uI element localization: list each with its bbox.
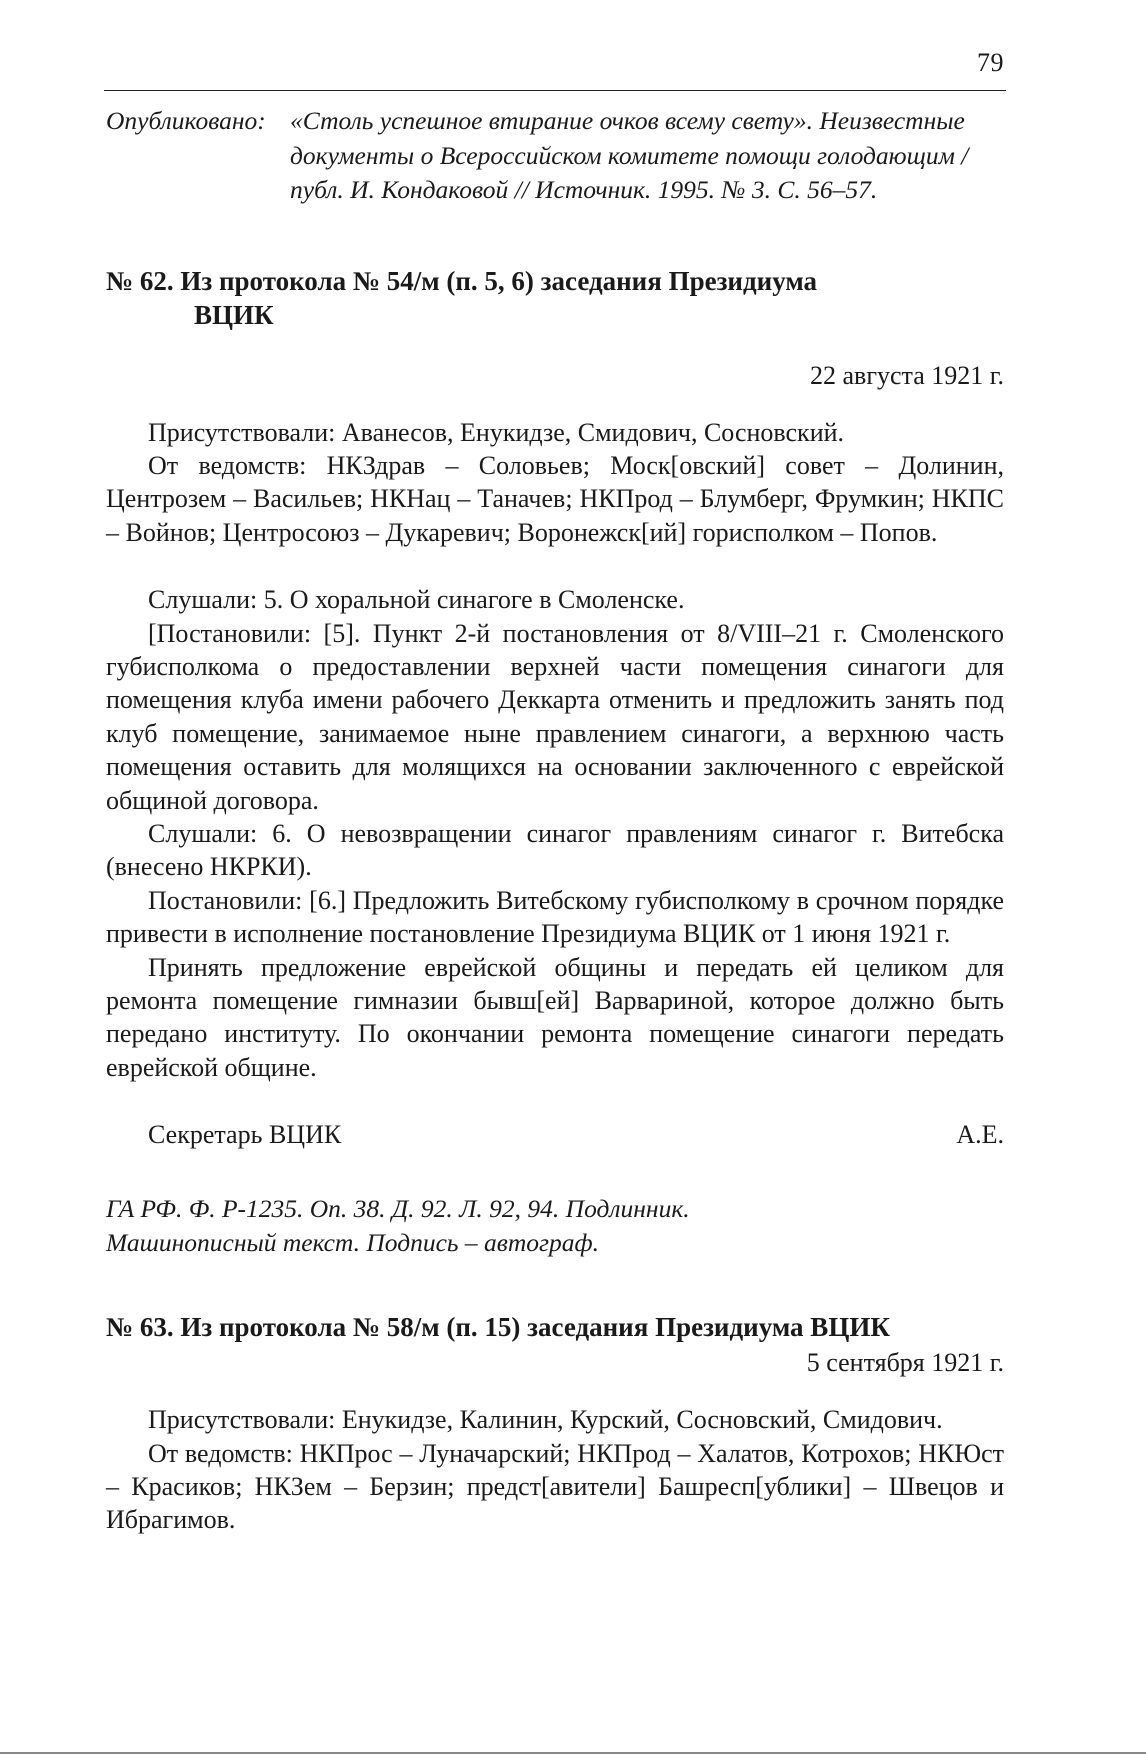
doc-63-date: 5 сентября 1921 г.: [806, 1348, 1004, 1378]
doc-62-decided-5: [Постановили: [5]. Пункт 2-й постановления от 8/VIII–21 г. Смоленского губисполкома о предоставлении верхней части помещения синагоги для помещения клуба имени рабочего Деккарта отменить и предложить занять под клуб помещение, занимаемое ныне правлением синагоги, а верхнюю часть помещения оставить для молящихся на основании заключенного с еврейской общиной договора.: [106, 618, 1004, 815]
publication-label: Опубликовано:: [106, 106, 266, 135]
doc-63-present: Присутствовали: Енукидзе, Калинин, Курский, Сосновский, Смидович.: [148, 1405, 943, 1435]
bottom-rule: [0, 1752, 1146, 1754]
doc-62-heading: [106, 264, 1004, 332]
doc-62-decided-6: Постановили: [6.] Предложить Витебскому губисполкому в срочном порядке привести в исполнение постановление Президиума ВЦИК от 1 июня 1921 г.: [106, 885, 1004, 949]
publication-note: [106, 104, 1004, 208]
publication-text: «Столь успешное втирание очков всему свету». Неизвестные документы о Всероссийском комитете помощи голодающим / публ. И. Кондаковой // Источник. 1995. № 3. С. 56–57.: [290, 106, 969, 204]
doc-62-present: Присутствовали: Аванесов, Енукидзе, Смидович, Сосновский.: [148, 417, 845, 447]
signature-name: А.Е.: [956, 1120, 1004, 1150]
doc-62-source: [106, 1192, 1004, 1260]
doc-62-heading-line2: ВЦИК: [194, 299, 274, 330]
doc-63-departments: От ведомств: НКПрос – Луначарский; НКПрод – Халатов, Котрохов; НКЮст – Красиков; НКЗем – Берзин; предст[авители] Башресп[ублики] – Швецов и Ибрагимов.: [106, 1438, 1004, 1535]
doc-62-date: 22 августа 1921 г.: [810, 360, 1004, 390]
source-line-2: Машинописный текст. Подпись – автограф.: [106, 1228, 599, 1258]
doc-63-heading: № 63. Из протокола № 58/м (п. 15) заседания Президиума ВЦИК: [106, 1312, 890, 1343]
doc-62-heard-6: Слушали: 6. О невозвращении синагог правлениям синагог г. Витебска (внесено НКРКИ).: [106, 818, 1004, 882]
page-content: [106, 104, 1004, 1537]
header-rule: [104, 90, 1006, 91]
signature-title: Секретарь ВЦИК: [148, 1120, 342, 1150]
doc-62-accept: Принять предложение еврейской общины и передать ей целиком для ремонта помещение гимназии бывш[ей] Варвариной, которое должно быть передано институту. По окончании ремонта помещение синагоги передать еврейской общине.: [106, 952, 1004, 1082]
page-number: 79: [977, 48, 1004, 77]
doc-62-departments: От ведомств: НКЗдрав – Соловьев; Моск[овский] совет – Долинин, Центрозем – Васильев; НКНац – Таначев; НКПрод – Блумберг, Фрумкин; НКПС – Войнов; Центросоюз – Дукаревич; Воронежск[ий] горисполком – Попов.: [106, 450, 1004, 547]
source-line-1: ГА РФ. Ф. Р-1235. Оп. 38. Д. 92. Л. 92, 94. Подлинник.: [106, 1194, 690, 1224]
doc-62-heading-line1: № 62. Из протокола № 54/м (п. 5, 6) заседания Президиума: [106, 265, 818, 296]
doc-62-signature: [106, 1118, 1004, 1152]
doc-62-heard-5: Слушали: 5. О хоральной синагоге в Смоленске.: [148, 585, 685, 615]
